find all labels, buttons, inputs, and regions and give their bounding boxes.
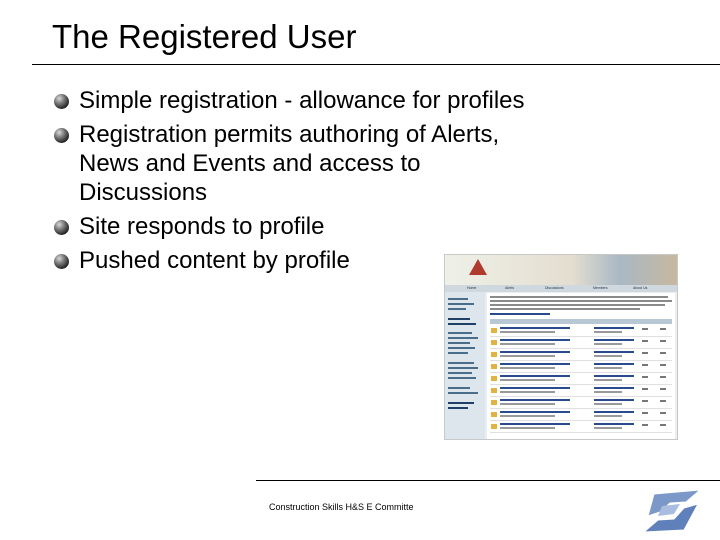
bullet-icon (54, 94, 69, 109)
screenshot-nav-item: Discussions (545, 286, 564, 290)
screenshot-nav-item: Members (593, 286, 608, 290)
slide-title: The Registered User (52, 18, 357, 55)
screenshot-banner (445, 255, 677, 285)
screenshot-nav-item: Home (467, 286, 477, 290)
bullet-icon (54, 220, 69, 235)
bullet-list (54, 86, 614, 280)
screenshot-nav-bar (445, 285, 677, 292)
title-divider (32, 64, 720, 65)
bullet-item (54, 212, 614, 241)
bullet-text: Site responds to profile (79, 213, 325, 240)
footer-divider (256, 480, 720, 481)
screenshot-nav-item: About Us (633, 286, 648, 290)
screenshot-sidebar (445, 292, 485, 439)
footer-text: Construction Skills H&S E Committe (269, 502, 414, 512)
bullet-text: Pushed content by profile (79, 247, 350, 274)
screenshot-nav-item: Alerts (505, 286, 514, 290)
bullet-text: Registration permits authoring of Alerts, News and Events and access to Discussions (79, 121, 500, 206)
bullet-item (54, 86, 614, 115)
bullet-text: Simple registration - allowance for profiles (79, 87, 525, 114)
bullet-item (54, 120, 614, 207)
screenshot-content (487, 293, 675, 439)
warning-triangle-icon (469, 259, 487, 275)
website-screenshot-image (444, 254, 678, 440)
ssc-logo-icon (640, 486, 704, 534)
bullet-icon (54, 128, 69, 143)
bullet-icon (54, 254, 69, 269)
